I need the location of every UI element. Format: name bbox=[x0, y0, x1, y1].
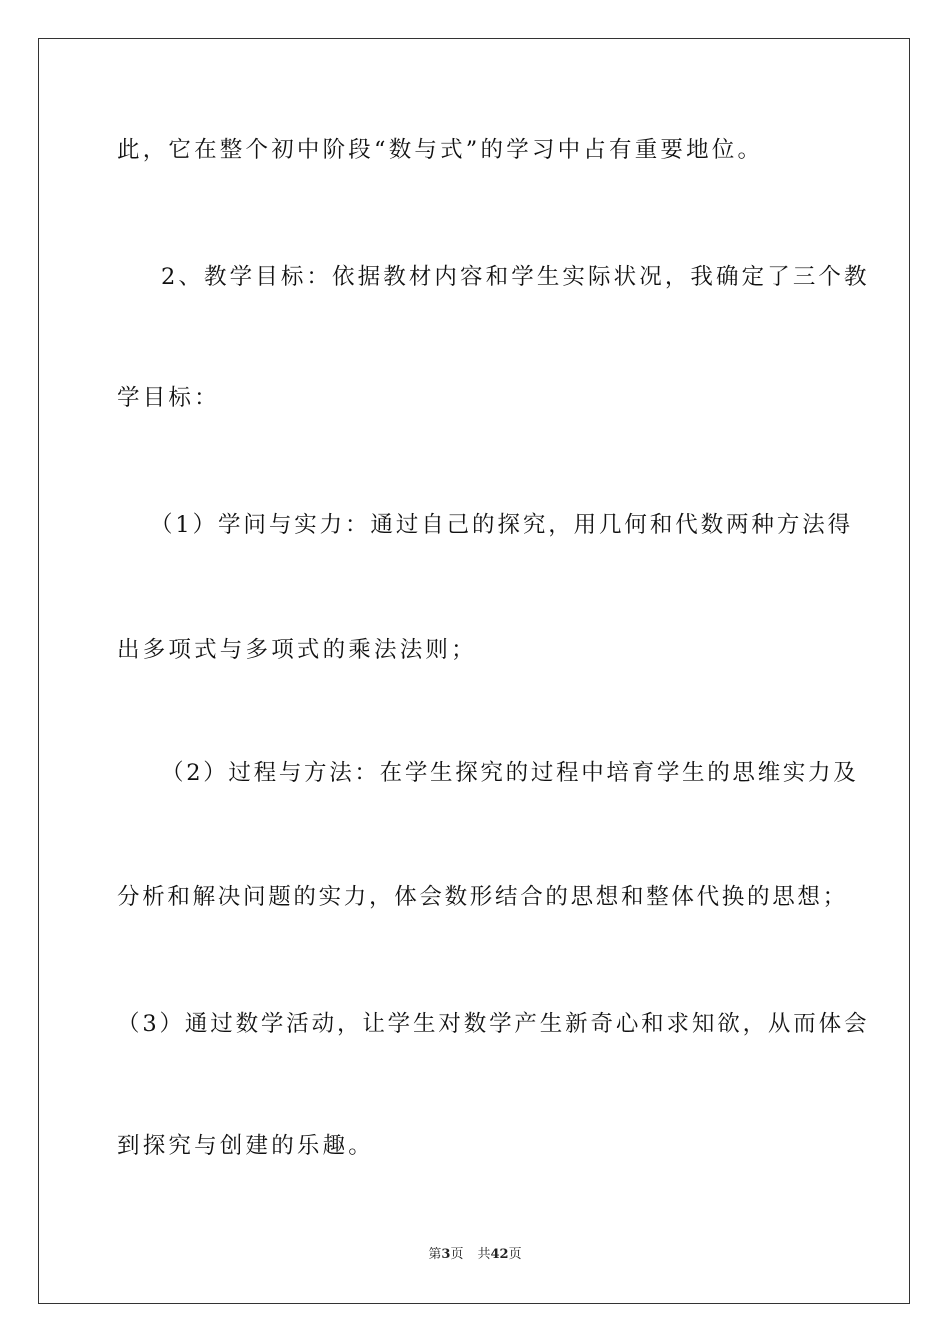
text-line-8: （3）通过数学活动，让学生对数学产生新奇心和求知欲，从而体会 bbox=[117, 1011, 870, 1037]
text-line-4: （1）学问与实力：通过自己的探究，用几何和代数两种方法得 bbox=[150, 512, 854, 538]
text-line-1: 此，它在整个初中阶段“数与式”的学习中占有重要地位。 bbox=[117, 137, 764, 163]
text-line-6: （2）过程与方法：在学生探究的过程中培育学生的思维实力及 bbox=[161, 760, 859, 786]
text-line-9: 到探究与创建的乐趣。 bbox=[117, 1133, 375, 1159]
total-suffix: 页 bbox=[508, 1247, 522, 1262]
text-line-3: 学目标： bbox=[117, 385, 220, 411]
page-footer bbox=[0, 1246, 950, 1264]
text-line-2: 2、教学目标：依据教材内容和学生实际状况，我确定了三个教 bbox=[161, 264, 870, 290]
page-number: 3 bbox=[441, 1247, 451, 1262]
text-line-7: 分析和解决问题的实力，体会数形结合的思想和整体代换的思想； bbox=[117, 884, 848, 910]
page-prefix: 第 bbox=[428, 1247, 442, 1262]
total-prefix: 共 bbox=[477, 1247, 491, 1262]
total-pages: 42 bbox=[490, 1247, 509, 1262]
page-suffix: 页 bbox=[450, 1247, 464, 1262]
page-border bbox=[38, 38, 910, 1304]
text-line-5: 出多项式与多项式的乘法法则； bbox=[117, 637, 477, 663]
